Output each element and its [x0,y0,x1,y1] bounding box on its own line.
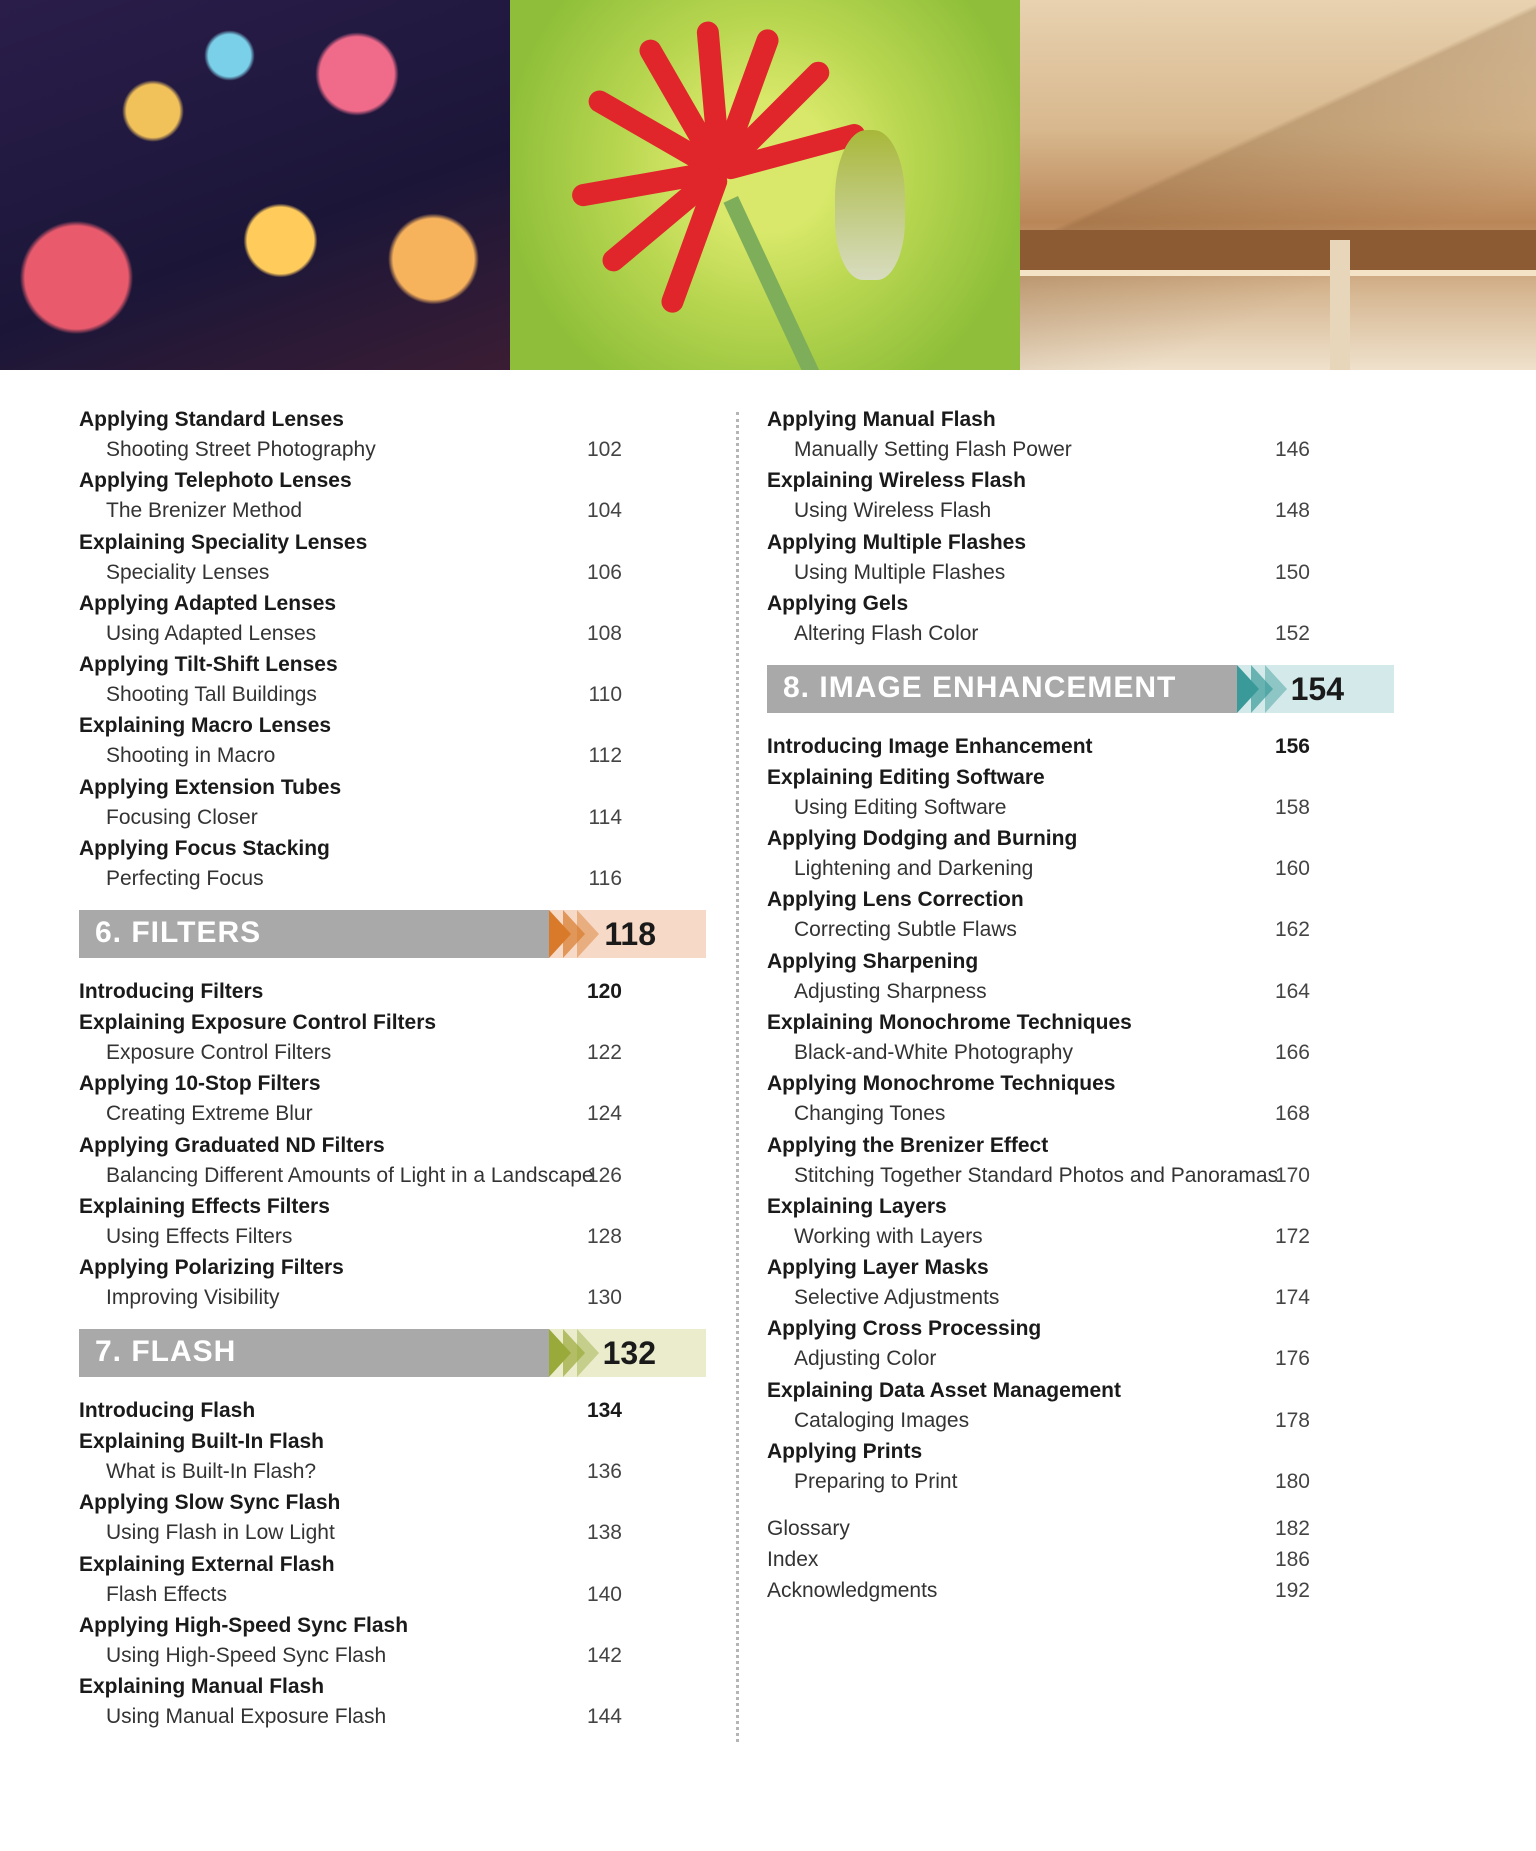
toc-entry[interactable] [79,461,706,522]
toc-entry[interactable] [767,819,1394,880]
toc-entry-subtitle: Stitching Together Standard Photos and Panoramas [794,1163,1279,1187]
toc-entry-page: 164 [1274,979,1310,1003]
toc-entry-page: 186 [1274,1547,1310,1571]
toc-entry-title: Explaining Monochrome Techniques [767,1010,1132,1034]
toc-intro-entry[interactable] [79,972,706,1003]
toc-entry-page: 158 [1274,795,1310,819]
toc-entry[interactable] [79,1064,706,1125]
toc-entry-title: Explaining Effects Filters [79,1194,330,1218]
toc-entry-page: 166 [1274,1040,1310,1064]
toc-entry-title: Explaining Layers [767,1194,947,1218]
toc-entry[interactable] [79,1126,706,1187]
toc-backmatter-entry[interactable] [767,1540,1394,1571]
toc-entry-page: 180 [1274,1470,1310,1494]
toc-entry[interactable] [79,1248,706,1309]
toc-entry[interactable] [767,584,1394,645]
toc-entry-subtitle: Using Adapted Lenses [106,621,317,645]
toc-entry-page: 142 [586,1643,622,1667]
toc-entry-subtitle: Using Flash in Low Light [106,1521,335,1545]
toc-entry-page: 140 [586,1582,622,1606]
toc-entry-title: Applying Standard Lenses [79,408,344,431]
bird-flower-photo [510,0,1020,370]
toc-entry-subtitle: Using Effects Filters [106,1224,293,1248]
toc-entry-page: 124 [586,1102,622,1126]
toc-entry-title: Explaining Editing Software [767,765,1045,789]
toc-entry-page: 174 [1274,1286,1310,1310]
toc-entry-subtitle: Using Manual Exposure Flash [106,1705,387,1729]
toc-entry[interactable] [767,461,1394,522]
toc-entry-title: Applying High-Speed Sync Flash [79,1613,409,1637]
toc-entry[interactable] [767,1371,1394,1432]
toc-entry-page: 108 [586,621,622,645]
toc-intro-entry[interactable] [767,727,1394,758]
chapter-title: 6. FILTERS [95,916,262,950]
toc-entry-subtitle: Manually Setting Flash Power [794,438,1072,461]
toc-entry-subtitle: Flash Effects [106,1582,227,1606]
toc-entry-subtitle: Altering Flash Color [794,621,979,645]
toc-entry-page: 178 [1274,1408,1310,1432]
toc-entry-subtitle: Adjusting Sharpness [794,979,987,1003]
toc-entry[interactable] [79,1422,706,1483]
toc-entry-page: 102 [586,438,622,461]
toc-entry-title: Applying Gels [767,591,909,615]
toc-entry[interactable] [79,523,706,584]
toc-entry-title: Applying Dodging and Burning [767,827,1078,851]
toc-entry-title: Applying Focus Stacking [79,837,330,861]
toc-entry[interactable] [767,523,1394,584]
toc-entry[interactable] [767,1064,1394,1125]
chapter-bar [79,910,549,958]
toc-entry-title: Explaining Exposure Control Filters [79,1010,437,1034]
toc-entry[interactable] [767,880,1394,941]
toc-entry-page: 120 [586,980,622,1004]
toc-entry-subtitle: Using Wireless Flash [794,499,992,523]
toc-entry-page: 148 [1274,499,1310,523]
toc-entry-subtitle: Improving Visibility [106,1286,280,1310]
toc-entry-page: 136 [586,1460,622,1484]
toc-left-column [79,400,706,1729]
toc-entry-title: Applying 10-Stop Filters [79,1072,321,1096]
toc-entry-title: Explaining Built-In Flash [79,1430,325,1454]
toc-entry-page: 134 [586,1399,622,1423]
fireworks-photo [0,0,510,370]
toc-entry-title: Index [767,1547,819,1571]
toc-entry-subtitle: Adjusting Color [794,1347,937,1371]
toc-entry[interactable] [79,1187,706,1248]
toc-entry-subtitle: Correcting Subtle Flaws [794,918,1017,942]
chapter-bar [767,665,1237,713]
toc-entry-subtitle: Working with Layers [794,1224,983,1248]
toc-entry-subtitle: Selective Adjustments [794,1286,1000,1310]
toc-entry-title: Applying Graduated ND Filters [79,1133,385,1157]
toc-entry-title: Applying Multiple Flashes [767,530,1027,554]
toc-entry-title: Applying Prints [767,1440,923,1464]
toc-backmatter-entry[interactable] [767,1509,1394,1540]
toc-entry-page: 130 [586,1286,622,1310]
toc-entry-title: Applying Layer Masks [767,1256,989,1280]
toc-entry-title: Applying Cross Processing [767,1317,1042,1341]
toc-entry-title: Acknowledgments [767,1578,938,1602]
toc-entry[interactable] [767,1003,1394,1064]
toc-entry-page: 126 [586,1163,622,1187]
toc-entry-title: Explaining Data Asset Management [767,1378,1121,1402]
toc-entry-title: Introducing Flash [79,1399,256,1423]
toc-entry-title: Applying Manual Flash [767,408,996,431]
chapter-page-number: 154 [1290,671,1344,708]
toc-entry-page: 160 [1274,857,1310,881]
toc-entry-title: Applying Telephoto Lenses [79,469,352,493]
toc-entry-subtitle: Lightening and Darkening [794,857,1034,881]
toc-entry-subtitle: Focusing Closer [106,805,258,829]
toc-entry-subtitle: Shooting Street Photography [106,438,376,461]
chapter-arrow-icon [577,1329,599,1377]
toc-entry[interactable] [79,1483,706,1544]
toc-entry[interactable] [767,1309,1394,1370]
toc-entry-subtitle: Cataloging Images [794,1408,970,1432]
toc-entry-title: Explaining Manual Flash [79,1675,325,1699]
toc-entry-title: Applying Slow Sync Flash [79,1491,341,1515]
toc-entry-page: 138 [586,1521,622,1545]
toc-entry[interactable] [79,706,706,767]
toc-entry-page: 172 [1274,1224,1310,1248]
chapter-page-number: 118 [604,916,656,953]
toc-entry-page: 182 [1274,1517,1310,1541]
column-divider [736,412,739,1742]
toc-entry-page: 144 [586,1705,622,1729]
toc-entry[interactable] [767,400,1394,461]
toc-entry-title: Applying Lens Correction [767,888,1024,912]
toc-entry-page: 152 [1274,621,1310,645]
toc-entry-subtitle: What is Built-In Flash? [106,1460,317,1484]
toc-entry-title: Explaining Wireless Flash [767,469,1026,493]
chapter-title: 8. IMAGE ENHANCEMENT [783,671,1177,705]
toc-entry-title: Applying Extension Tubes [79,775,342,799]
chapter-arrow-icon [1265,665,1287,713]
chapter-header-flash[interactable] [79,1329,706,1377]
toc-entry-page: 128 [586,1224,622,1248]
photo-strip [0,0,1536,370]
toc-backmatter-entry[interactable] [767,1571,1394,1602]
toc-entry-title: Applying Monochrome Techniques [767,1072,1116,1096]
toc-entry-page: 162 [1274,918,1310,942]
chapter-arrow-icon [577,910,599,958]
toc-entry-subtitle: Shooting Tall Buildings [106,683,317,707]
toc-entry-title: Applying Tilt-Shift Lenses [79,653,338,677]
toc-entry-title: Introducing Filters [79,980,264,1004]
toc-entry[interactable] [767,1187,1394,1248]
toc-entry-subtitle: The Brenizer Method [106,499,303,523]
toc-entry[interactable] [79,1003,706,1064]
toc-entry-title: Explaining Macro Lenses [79,714,332,738]
toc-entry-title: Applying Polarizing Filters [79,1256,344,1280]
toc-entry-page: 106 [586,560,622,584]
toc-entry-page: 170 [1274,1163,1310,1187]
toc-entry-page: 110 [588,683,622,707]
toc-entry[interactable] [79,768,706,829]
toc-entry-title: Applying the Brenizer Effect [767,1133,1049,1157]
toc-entry-page: 192 [1274,1578,1310,1602]
toc-entry[interactable] [79,829,706,890]
toc-entry-title: Explaining External Flash [79,1552,335,1576]
toc-entry[interactable] [79,645,706,706]
toc-entry-subtitle: Changing Tones [794,1102,946,1126]
chapter-bar [79,1329,549,1377]
toc-entry[interactable] [767,942,1394,1003]
chapter-title: 7. FLASH [95,1335,237,1369]
toc-entry[interactable] [767,1432,1394,1493]
toc-entry-title: Applying Sharpening [767,949,979,973]
toc-entry-subtitle: Preparing to Print [794,1470,958,1494]
toc-entry-page: 114 [588,805,622,829]
toc-entry-page: 122 [586,1040,622,1064]
toc-entry[interactable] [79,1667,706,1728]
toc-entry-title: Explaining Speciality Lenses [79,530,368,554]
toc-entry-subtitle: Speciality Lenses [106,560,270,584]
toc-right-column [767,400,1394,1601]
toc-entry[interactable] [79,1606,706,1667]
toc-entry-page: 176 [1274,1347,1310,1371]
toc-entry-title: Applying Adapted Lenses [79,591,337,615]
toc-entry-subtitle: Using High-Speed Sync Flash [106,1643,387,1667]
toc-entry-page: 146 [1274,438,1310,461]
toc-entry[interactable] [79,400,706,461]
toc-entry-page: 116 [588,867,622,891]
toc-entry-page: 104 [586,499,622,523]
toc-entry-subtitle: Black-and-White Photography [794,1040,1073,1064]
toc-entry-title: Introducing Image Enhancement [767,735,1093,759]
chapter-header-filters[interactable] [79,910,706,958]
toc-entry-page: 150 [1274,560,1310,584]
toc-entry-subtitle: Perfecting Focus [106,867,264,891]
toc-entry[interactable] [767,758,1394,819]
toc-entry[interactable] [79,1545,706,1606]
toc-entry-subtitle: Using Editing Software [794,795,1007,819]
toc-entry-page: 112 [588,744,622,768]
toc-entry-subtitle: Using Multiple Flashes [794,560,1006,584]
bird [835,130,905,280]
toc-entry-subtitle: Exposure Control Filters [106,1040,332,1064]
chapter-page-number: 132 [602,1335,656,1372]
toc-entry-subtitle: Balancing Different Amounts of Light in a Landscape [106,1163,594,1187]
toc-entry-page: 156 [1274,735,1310,759]
toc-entry[interactable] [767,1248,1394,1309]
toc-entry[interactable] [767,1126,1394,1187]
atrium-photo [1020,0,1536,370]
toc-entry-subtitle: Creating Extreme Blur [106,1102,313,1126]
toc-entry[interactable] [79,584,706,645]
toc-intro-entry[interactable] [79,1391,706,1422]
toc-entry-subtitle: Shooting in Macro [106,744,276,768]
toc-entry-title: Glossary [767,1517,850,1541]
chapter-header-image-enhancement[interactable] [767,665,1394,713]
toc-entry-page: 168 [1274,1102,1310,1126]
